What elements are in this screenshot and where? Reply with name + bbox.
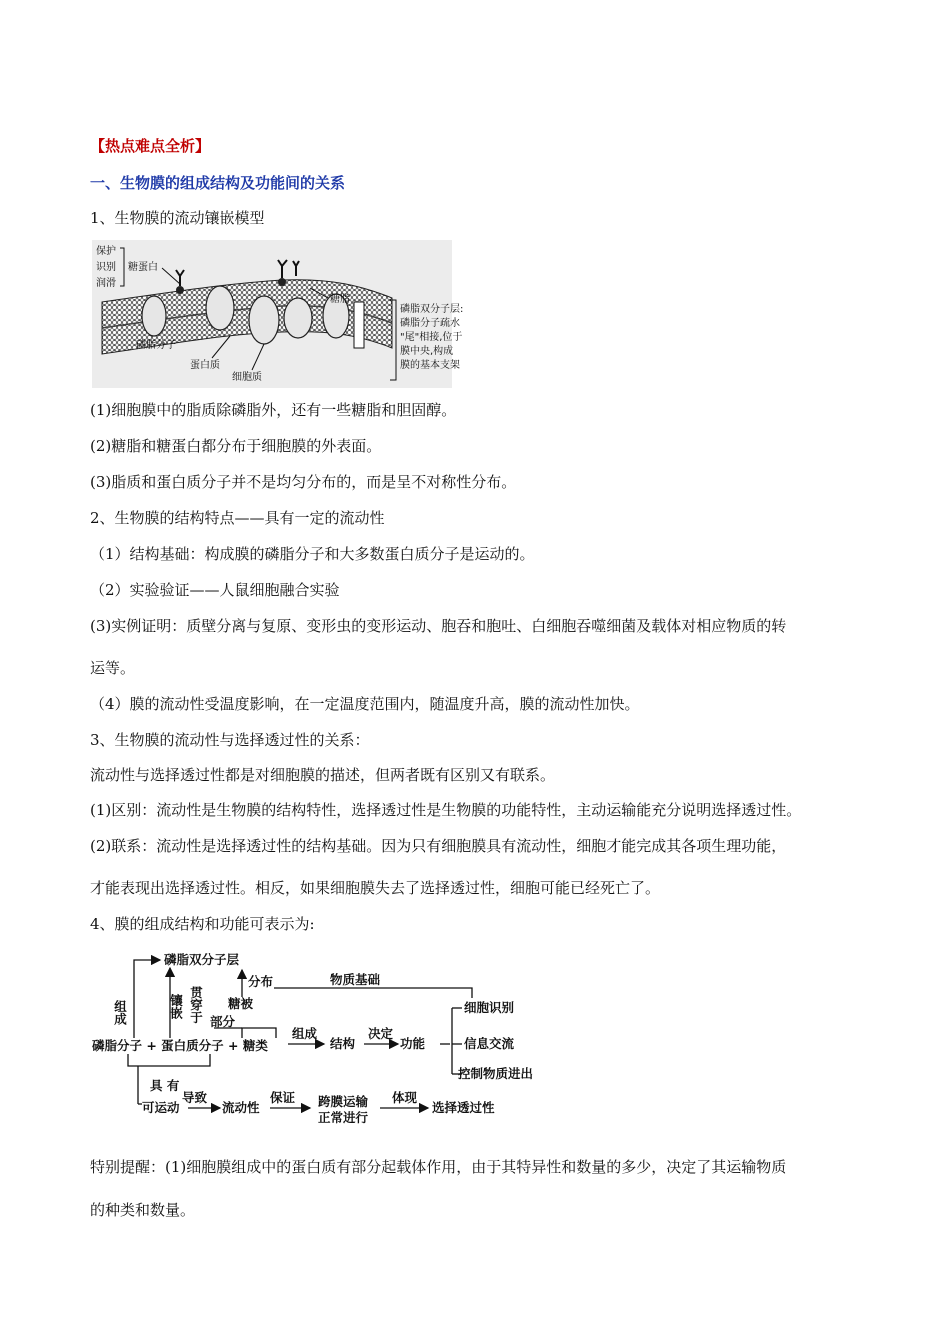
node-bilayer: 磷脂双分子层 [164,952,240,967]
label-determine: 决定 [368,1026,394,1041]
label-bilayer-5: 膜的基本支架 [400,360,460,371]
node-function: 功能 [400,1036,426,1051]
section-title: 一、生物膜的组成结构及功能间的关系 [90,174,346,192]
s2-p1: （1）结构基础：构成膜的磷脂分子和大多数蛋白质分子是运动的。 [90,545,535,563]
node-fluidity: 流动性 [222,1100,260,1115]
node-glycocalyx: 糖被 [228,996,254,1011]
label-glycolipid: 糖脂 [330,294,350,305]
note-b: 的种类和数量。 [90,1201,196,1219]
section-header: 【热点难点全析】 [90,137,211,155]
label-phospholipid-molecule: 磷脂分子 [136,340,176,351]
s3-p2b: 才能表现出选择透过性。相反，如果细胞膜失去了选择透过性，细胞可能已经死亡了。 [90,879,661,897]
node-transmembrane-2: 正常进行 [318,1110,369,1125]
s1-heading: 1、生物膜的流动镶嵌模型 [90,209,265,227]
label-cytoplasm: 细胞质 [232,372,262,383]
label-protect: 保护 [96,246,116,257]
label-distribute: 分布 [248,974,274,989]
label-recognize: 识别 [96,262,116,273]
s3-p2a: (2)联系：流动性是选择透过性的结构基础。因为只有细胞膜具有流动性，细胞才能完成其各项生理功能， [90,837,787,855]
label-material-basis: 物质基础 [330,972,381,987]
label-bilayer-1: 磷脂双分子层: [400,304,464,315]
s1-p3: (3)脂质和蛋白质分子并不是均匀分布的，而是呈不对称性分布。 [90,473,517,491]
node-movable: 可运动 [142,1100,180,1115]
s2-heading: 2、生物膜的结构特点——具有一定的流动性 [90,509,385,527]
label-embed-vertical: 镶嵌 [168,994,184,1019]
node-transmembrane-1: 跨膜运输 [318,1094,369,1109]
label-compose: 组成 [292,1026,318,1041]
s2-p3a: (3)实例证明：质壁分离与复原、变形虫的变形运动、胞吞和胞吐、白细胞吞噬细菌及载体对相应物质的转 [90,617,787,635]
s2-p4: （4）膜的流动性受温度影响，在一定温度范围内，随温度升高，膜的流动性加快。 [90,695,640,713]
s3-p1: (1)区别：流动性是生物膜的结构特性，选择透过性是生物膜的功能特性，主动运输能充分说明选择透过性。 [90,801,802,819]
node-cell-recognition: 细胞识别 [464,1000,515,1015]
label-have: 具 有 [150,1078,180,1093]
label-part: 部分 [210,1014,236,1029]
s2-p3b: 运等。 [90,659,136,677]
s3-intro: 流动性与选择透过性都是对细胞膜的描述，但两者既有区别又有联系。 [90,766,556,784]
label-embody: 体现 [392,1090,418,1105]
s1-p2: (2)糖脂和糖蛋白都分布于细胞膜的外表面。 [90,437,382,455]
node-selective-permeability: 选择透过性 [432,1100,495,1115]
label-glycoprotein: 糖蛋白 [128,262,158,273]
node-info-exchange: 信息交流 [464,1036,515,1051]
label-compose-vertical: 组成 [112,1000,128,1025]
s1-p1: (1)细胞膜中的脂质除磷脂外，还有一些糖脂和胆固醇。 [90,401,457,419]
note-a: 特别提醒：(1)细胞膜组成中的蛋白质有部分起载体作用，由于其特异性和数量的多少，决定了其运输物质 [90,1158,787,1176]
label-lubricate: 润滑 [96,278,116,289]
label-lead-to: 导致 [182,1090,208,1105]
s4-heading: 4、膜的组成结构和功能可表示为: [90,915,315,933]
membrane-concept-diagram [92,942,562,1132]
s3-heading: 3、生物膜的流动性与选择透过性的关系： [90,731,370,749]
label-bilayer-2: 磷脂分子疏水 [400,318,460,329]
s2-p2: （2）实验验证——人鼠细胞融合实验 [90,581,340,599]
node-structure: 结构 [330,1036,356,1051]
label-bilayer-4: 膜中央,构成 [400,346,454,357]
label-ensure: 保证 [270,1090,296,1105]
node-bottom-row: 磷脂分子 + 蛋白质分子 + 糖类 [92,1038,268,1053]
fluid-mosaic-model-figure [92,240,464,388]
label-penetrate-vertical: 贯穿于 [188,986,204,1024]
label-bilayer-3: "尾"相接,位于 [400,332,463,343]
node-control-transport: 控制物质进出 [458,1066,534,1081]
label-protein: 蛋白质 [190,360,220,371]
